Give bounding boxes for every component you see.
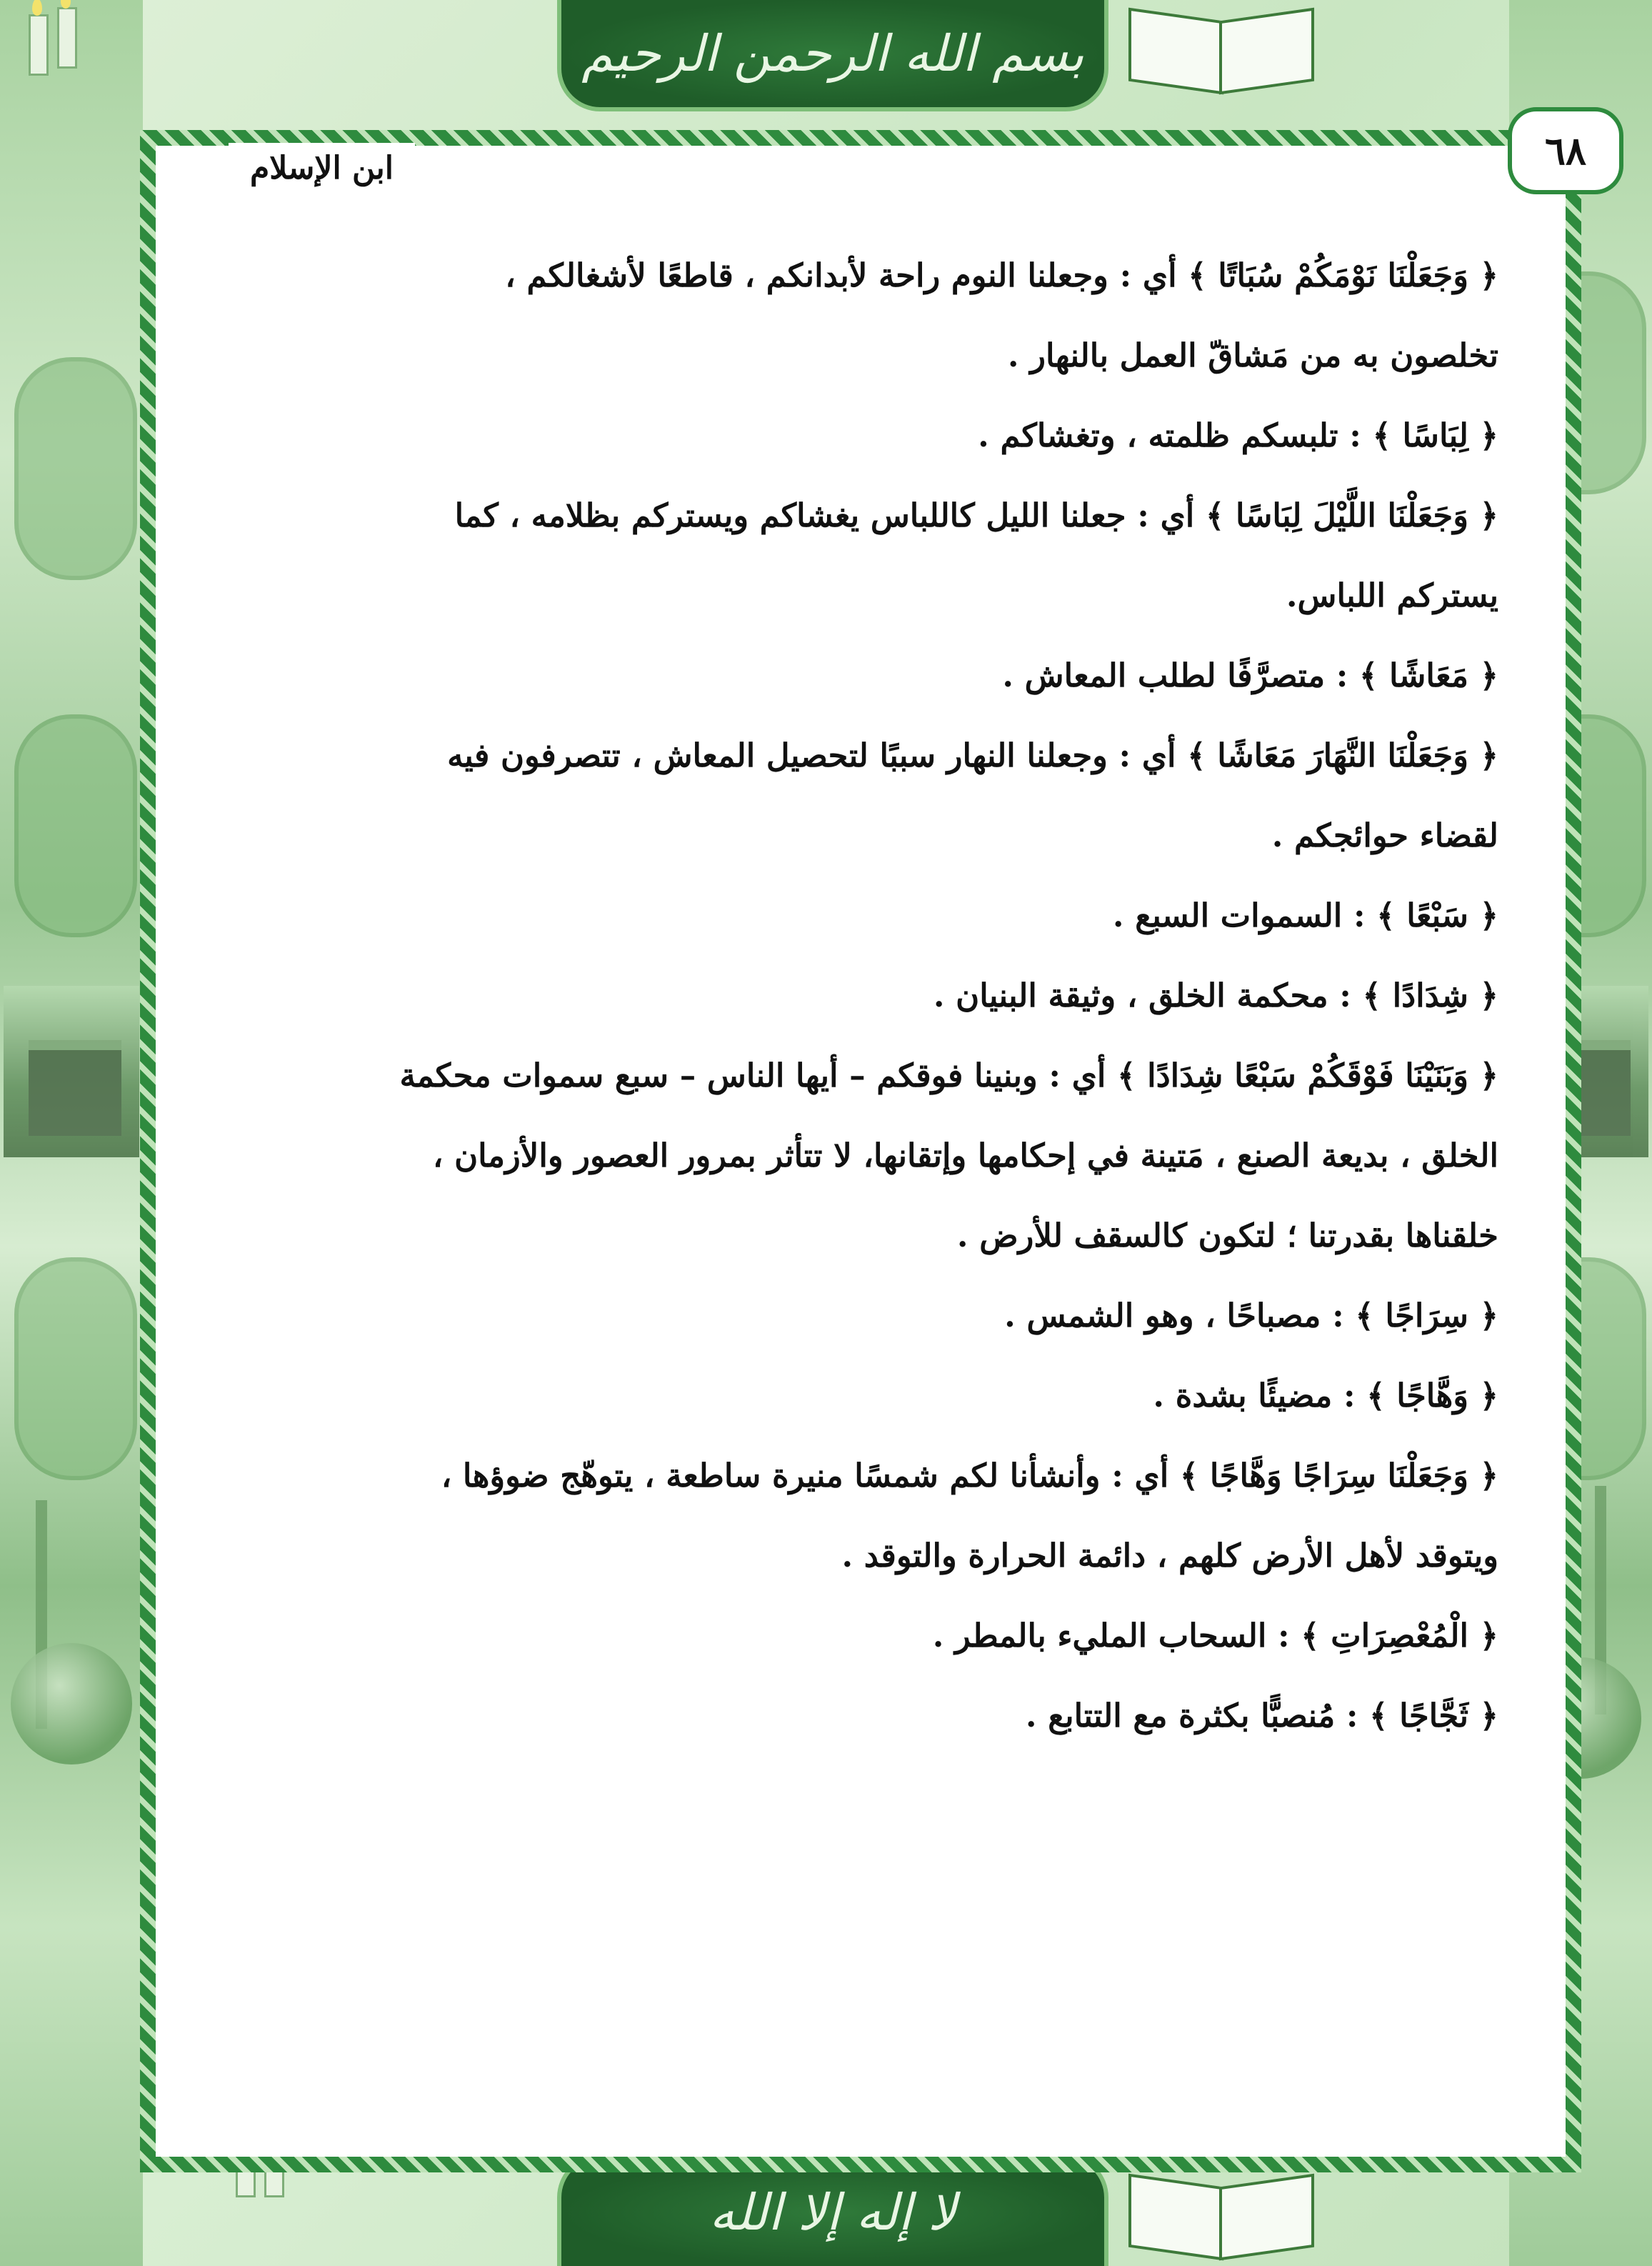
paragraph — [191, 1436, 1498, 1596]
paragraph — [191, 236, 1498, 396]
mosque-dome-icon — [11, 1643, 132, 1765]
text-line: ﴿ وَجَعَلْنَا سِرَاجًا وَهَّاجًا ﴾ أي : وأنشأنا لكم شمسًا منيرة ساطعة ، يتوهّج ضوؤها ، — [441, 1457, 1498, 1494]
text-line: ﴿ وَجَعَلْنَا نَوْمَكُمْ سُبَاتًا ﴾ أي : وجعلنا النوم راحة لأبدانكم ، قاطعًا لأشغالكم ، — [505, 256, 1498, 294]
page-number: ٦٨ — [1508, 107, 1623, 194]
text-line: ﴿ وَهَّاجًا ﴾ : مضيئًا بشدة . — [1153, 1377, 1498, 1414]
text-line: ﴿ وَبَنَيْنَا فَوْقَكُمْ سَبْعًا شِدَادًا ﴾ أي : وبنينا فوقكم – أيها الناس – سبع سموات محكمة — [399, 1057, 1498, 1094]
paragraph — [191, 1596, 1498, 1676]
paragraph — [191, 956, 1498, 1036]
text-line: ﴿ وَجَعَلْنَا النَّهَارَ مَعَاشًا ﴾ أي : وجعلنا النهار سببًا لتحصيل المعاش ، تتصرفون فيه — [447, 737, 1498, 774]
open-book-icon — [1128, 2166, 1314, 2259]
calligraphy-medallion-icon — [14, 357, 137, 580]
paragraph — [191, 476, 1498, 636]
text-line: ﴿ سِرَاجًا ﴾ : مصباحًا ، وهو الشمس . — [1004, 1297, 1498, 1334]
basmala-text: بسم الله الرحمن الرحيم — [581, 24, 1084, 83]
text-line: لقضاء حوائجكم . — [1271, 817, 1498, 854]
paragraph — [191, 876, 1498, 956]
candle-icon — [29, 14, 49, 76]
text-line: ﴿ شِدَادًا ﴾ : محكمة الخلق ، وثيقة البنيان . — [933, 977, 1498, 1014]
text-line: ويتوقد لأهل الأرض كلهم ، دائمة الحرارة والتوقد . — [841, 1537, 1498, 1574]
open-book-icon — [1128, 0, 1314, 93]
basmala-banner — [557, 0, 1108, 111]
text-line: الخلق ، بديعة الصنع ، مَتينة في إحكامها وإتقانها، لا تتأثر بمرور العصور والأزمان ، — [432, 1137, 1498, 1174]
text-line: ﴿ وَجَعَلْنَا اللَّيْلَ لِبَاسًا ﴾ أي : جعلنا الليل كاللباس يغشاكم ويستركم بظلامه ، كما — [454, 496, 1498, 534]
calligraphy-medallion-icon — [14, 1257, 137, 1480]
text-line: ﴿ سَبْعًا ﴾ : السموات السبع . — [1112, 897, 1498, 934]
left-decorative-border — [0, 0, 143, 2266]
candle-icon — [57, 7, 77, 69]
body-text — [191, 236, 1498, 1756]
paragraph — [191, 1356, 1498, 1436]
text-line: ﴿ ثَجَّاجًا ﴾ : مُنصبًّا بكثرة مع التتابع . — [1025, 1697, 1498, 1735]
paragraph — [191, 716, 1498, 876]
text-line: خلقناها بقدرتنا ؛ لتكون كالسقف للأرض . — [956, 1217, 1498, 1254]
calligraphy-medallion-icon — [14, 714, 137, 937]
paragraph — [191, 1276, 1498, 1356]
kaaba-scene-icon — [4, 986, 139, 1157]
text-line: ﴿ لِبَاسًا ﴾ : تلبسكم ظلمته ، وتغشاكم . — [978, 416, 1498, 454]
shahada-text: لا إله إلا الله — [709, 2183, 956, 2242]
text-line: ﴿ مَعَاشًا ﴾ : متصرَّفًا لطلب المعاش . — [1002, 657, 1498, 694]
paragraph — [191, 1036, 1498, 1276]
text-line: تخلصون به من مَشاقّ العمل بالنهار . — [1007, 336, 1498, 374]
paragraph — [191, 1676, 1498, 1756]
text-line: ﴿ الْمُعْصِرَاتِ ﴾ : السحاب المليء بالمطر . — [932, 1617, 1498, 1654]
paragraph — [191, 396, 1498, 476]
text-line: يستركم اللباس. — [1286, 577, 1498, 614]
kaaba-icon — [29, 1040, 121, 1136]
running-header: ابن الإسلام — [229, 143, 415, 193]
flame-icon — [32, 0, 42, 16]
paragraph — [191, 636, 1498, 716]
